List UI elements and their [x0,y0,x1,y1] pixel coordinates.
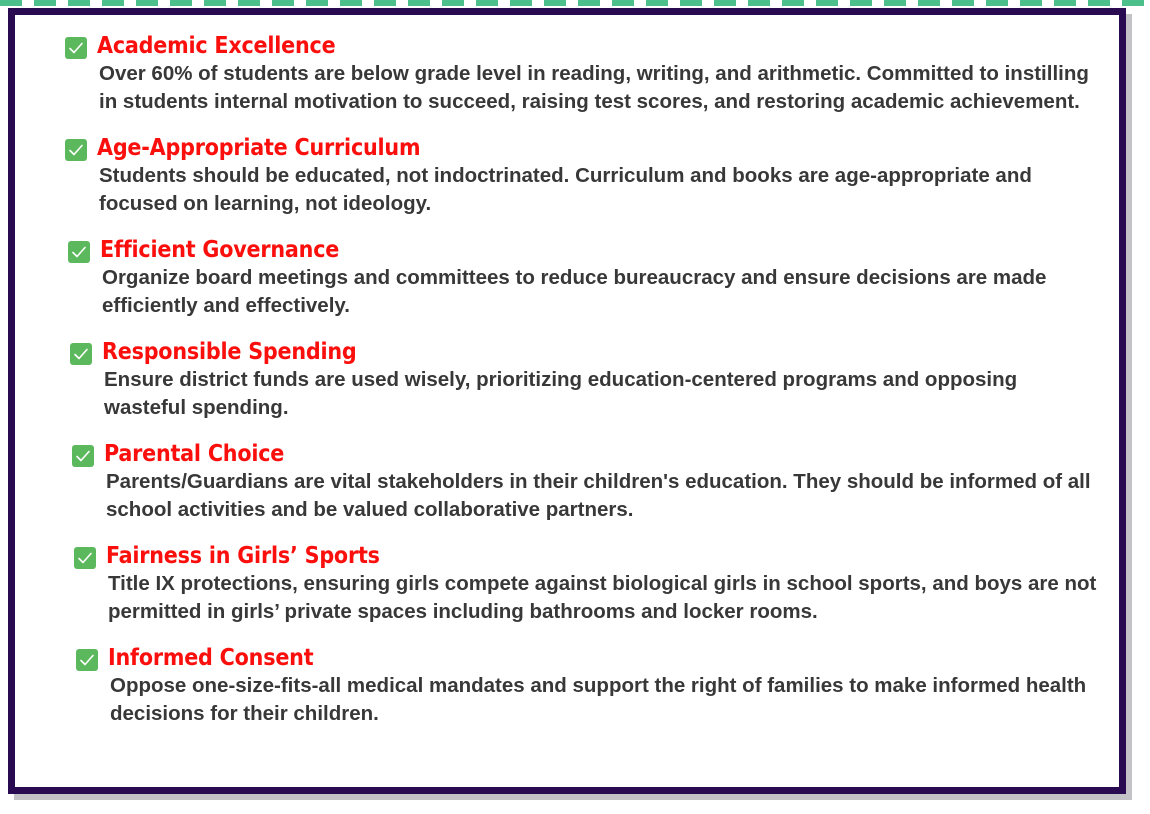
list-item-description: Students should be educated, not indoctrinated. Curriculum and books are age-appropriate and focused on learning, not ideology. [99,164,1032,215]
check-icon [74,547,96,569]
list-item-description: Organize board meetings and committees to reduce bureaucracy and ensure decisions are made efficiently and effectively. [102,266,1047,317]
list-item-body [97,33,1099,115]
list-item-body [108,645,1099,727]
list-item-body [106,543,1099,625]
list-item [72,441,1099,523]
list-item-title: Responsible Spending [102,339,357,365]
check-icon [70,343,92,365]
list-item-description: Over 60% of students are below grade level in reading, writing, and arithmetic. Committed to instilling in students internal motivation to succeed, raising test scores, and restoring academic achievement. [99,62,1089,113]
check-icon [68,241,90,263]
platform-card [8,8,1126,794]
list-item [65,135,1099,217]
check-icon [76,649,98,671]
list-item-description: Parents/Guardians are vital stakeholders in their children's education. They should be informed of all school activities and be valued collaborative partners. [106,470,1091,521]
list-item [70,339,1099,421]
list-item-title: Parental Choice [104,441,285,467]
list-item [65,33,1099,115]
list-item [74,543,1099,625]
top-dashed-accent-line [0,0,1150,6]
list-item-description: Ensure district funds are used wisely, prioritizing education-centered programs and opposing wasteful spending. [104,368,1018,419]
list-item-body [104,441,1099,523]
list-item-description: Oppose one-size-fits-all medical mandates and support the right of families to make informed health decisions for their children. [110,674,1087,725]
list-item-title: Age-Appropriate Curriculum [97,135,421,161]
check-icon [65,37,87,59]
list-item-title: Efficient Governance [100,237,340,263]
list-item-body [102,339,1099,421]
list-item-title: Fairness in Girls’ Sports [106,543,380,569]
list-item-title: Informed Consent [108,645,314,671]
priorities-checklist [15,15,1119,737]
list-item-description: Title IX protections, ensuring girls compete against biological girls in school sports, and boys are not permitted in girls’ private spaces including bathrooms and locker rooms. [108,572,1097,623]
list-item-title: Academic Excellence [97,33,336,59]
check-icon [65,139,87,161]
list-item [68,237,1099,319]
list-item [76,645,1099,727]
list-item-body [97,135,1099,217]
check-icon [72,445,94,467]
list-item-body [100,237,1099,319]
